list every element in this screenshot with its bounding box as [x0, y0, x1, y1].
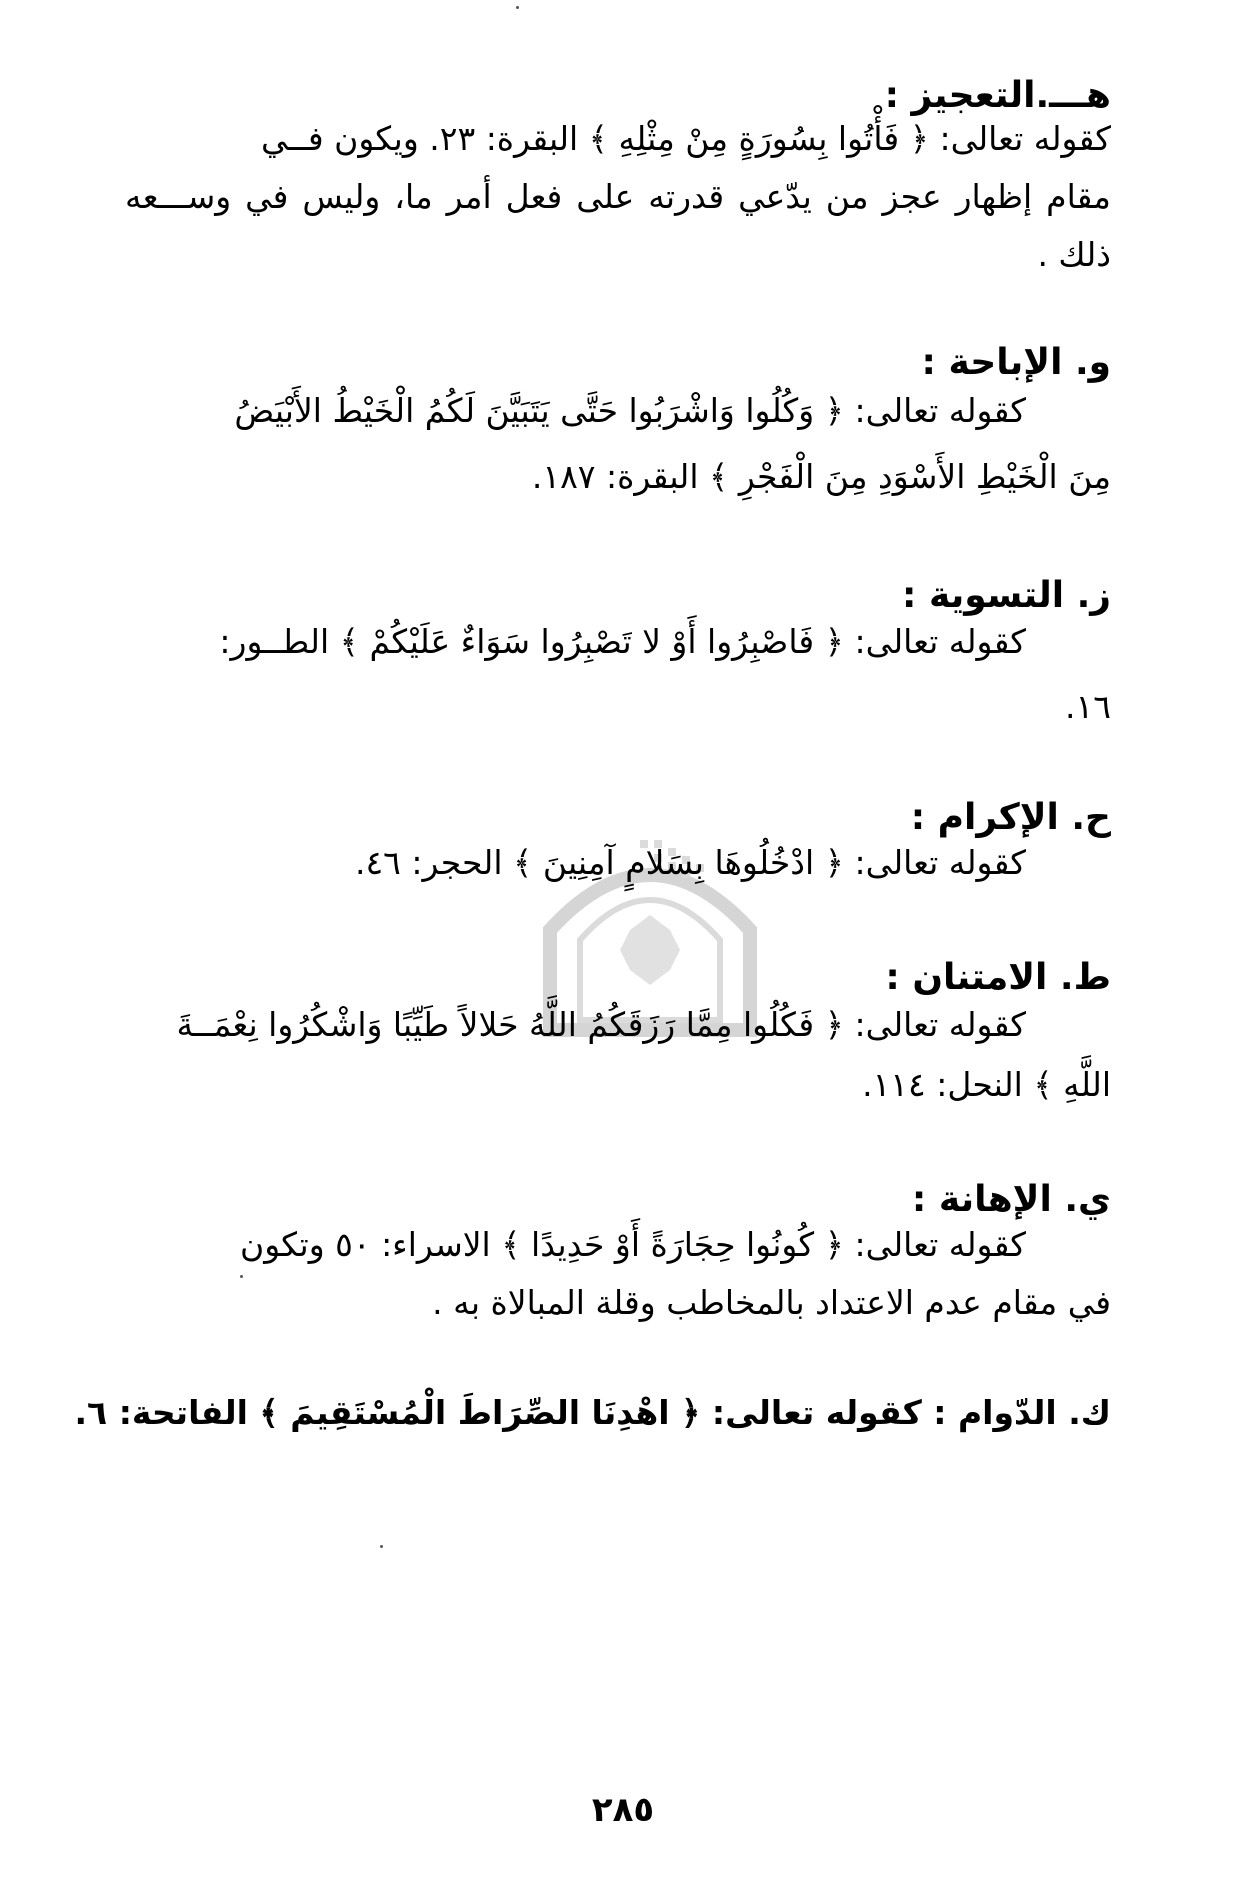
text-line: مقام إظهار عجز من يدّعي قدرته على فعل أمر ما، وليس في وســـعه	[125, 177, 1111, 216]
speck	[380, 1545, 383, 1548]
text-line: كقوله تعالى: ﴿ كُونُوا حِجَارَةً أَوْ حَدِيدًا ﴾ الاسراء: ٥٠ وتكون	[240, 1225, 1026, 1264]
text-line: في مقام عدم الاعتداد بالمخاطب وقلة المبالاة به .	[432, 1283, 1111, 1322]
text-line: كقوله تعالى: ﴿ وَكُلُوا وَاشْرَبُوا حَتَّى يَتَبَيَّنَ لَكُمُ الْخَيْطُ الأَبْيَضُ	[234, 391, 1026, 430]
speck	[240, 1275, 243, 1278]
section-heading: هـــ.التعجيز :	[884, 75, 1111, 116]
section-heading: ز. التسوية :	[902, 575, 1111, 616]
text-line: ١٦.	[1065, 687, 1111, 726]
section-heading: ط. الامتنان :	[885, 957, 1111, 998]
text-line: كقوله تعالى: ﴿ ادْخُلُوهَا بِسَلامٍ آمِنِينَ ﴾ الحجر: ٤٦.	[354, 843, 1026, 882]
page-number: ٢٨٥	[591, 1790, 655, 1830]
speck	[516, 6, 519, 9]
text-line: كقوله تعالى: ﴿ فَأْتُوا بِسُورَةٍ مِنْ مِثْلِهِ ﴾ البقرة: ٢٣. ويكون فــي	[261, 119, 1111, 158]
text-line: كقوله تعالى: ﴿ فَكُلُوا مِمَّا رَزَقَكُمُ اللَّهُ حَلالاً طَيِّبًا وَاشْكُرُوا نِعْمَــةَ	[176, 1005, 1026, 1044]
text-line: مِنَ الْخَيْطِ الأَسْوَدِ مِنَ الْفَجْرِ ﴾ البقرة: ١٨٧.	[531, 457, 1111, 496]
section-heading: ي. الإهانة :	[911, 1179, 1111, 1220]
section-heading: ح. الإكرام :	[910, 797, 1111, 838]
last-item: ك. الدّوام : كقوله تعالى: ﴿ اهْدِنَا الصِّرَاطَ الْمُسْتَقِيمَ ﴾ الفاتحة: ٦.	[74, 1393, 1111, 1432]
text-line: اللَّهِ ﴾ النحل: ١١٤.	[862, 1065, 1111, 1104]
text-line: كقوله تعالى: ﴿ فَاصْبِرُوا أَوْ لا تَصْبِرُوا سَوَاءٌ عَلَيْكُمْ ﴾ الطــور:	[219, 622, 1026, 661]
text-line: ذلك .	[1037, 235, 1111, 274]
section-heading: و. الإباحة :	[921, 342, 1111, 383]
